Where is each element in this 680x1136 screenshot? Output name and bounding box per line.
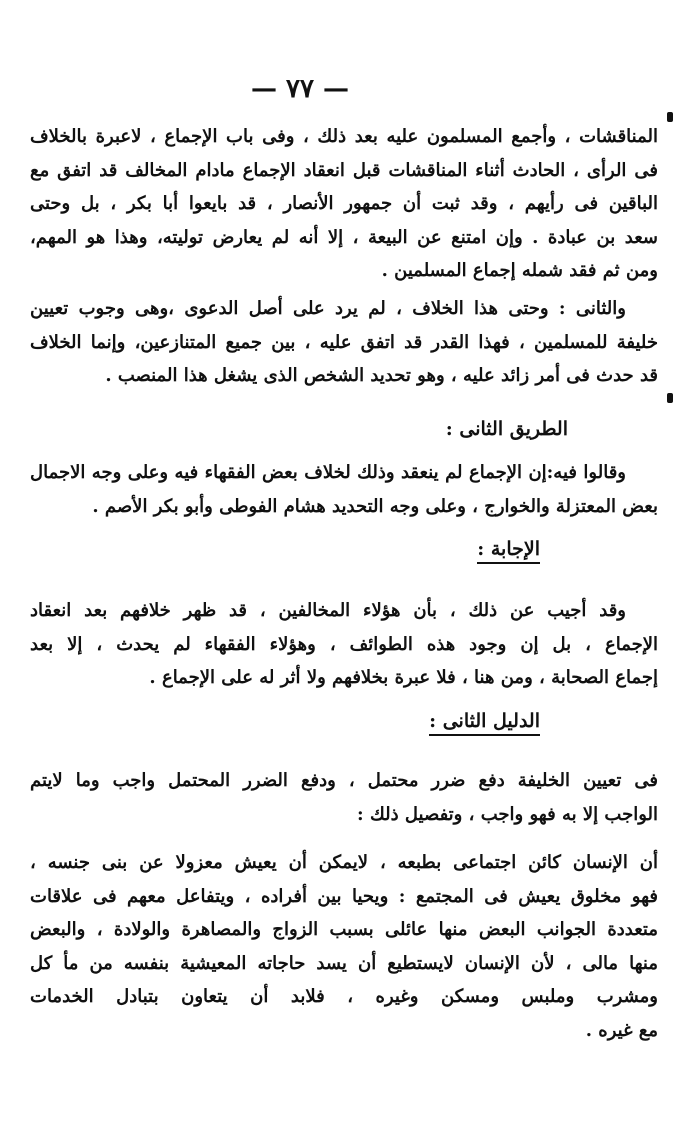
text-line: الواجب إلا به فهو واجب ، وتفصيل ذلك : bbox=[357, 803, 658, 825]
text-line: وقالوا فيه:إن الإجماع لم ينعقد وذلك لخلاف بعض الفقهاء فيه وعلى وجه الاجمال bbox=[30, 462, 626, 483]
text-line: فهو مخلوق يعيش فى المجتمع : ويحيا بين أفراده ، ويتفاعل معهم فى علاقات bbox=[30, 885, 658, 907]
text-line: سعد بن عبادة . وإن امتنع عن البيعة ، إلا أنه لم يعارض توليته، وهذا هو المهم، bbox=[30, 226, 658, 248]
text-line: فى الرأى ، الحادث أثناء المناقشات قبل انعقاد الإجماع مادام المخالف قد اتفق مع bbox=[30, 159, 658, 181]
text-line: قد حدث فى أمر زائد عليه ، وهو تحديد الشخص الذى يشغل هذا المنصب . bbox=[105, 365, 658, 386]
text-line: منها مالى ، لأن الإنسان لايستطيع أن يسد حاجاته المعيشية بنفسه من مأ كل bbox=[30, 952, 658, 974]
text-line: المناقشات ، وأجمع المسلمون عليه بعد ذلك ، وفى باب الإجماع ، لاعبرة بالخلاف bbox=[30, 126, 658, 147]
text-line: وقد أجيب عن ذلك ، بأن هؤلاء المخالفين ، قد ظهر خلافهم بعد انعقاد bbox=[30, 600, 626, 621]
paragraph-4 bbox=[30, 594, 658, 695]
text-line: الإجماع ، بل إن وجود هذه الطوائف ، وهؤلاء الفقهاء لم يحدث ، إلا بعد bbox=[30, 633, 658, 655]
text-line: ومشرب وملبس ومسكن وغيره ، فلابد أن يتعاون بتبادل الخدمات bbox=[30, 986, 658, 1007]
text-line: الباقين فى رأيهم ، وقد ثبت أن جمهور الأنصار ، قد بايعوا أبا بكر ، بل وحتى bbox=[30, 193, 658, 214]
paragraph-2 bbox=[30, 292, 658, 393]
section-heading-second-path: الطريق الثانى : bbox=[445, 418, 568, 440]
page-number: — ٧٧ — bbox=[250, 74, 350, 104]
paragraph-3 bbox=[30, 456, 658, 523]
paragraph-1 bbox=[30, 120, 658, 288]
text-line: إجماع الصحابة ، ومن هنا ، فلا عبرة بخلافهم ولا أثر له على الإجماع . bbox=[149, 667, 658, 688]
text-line: بعض المعتزلة والخوارج ، وعلى وجه التحديد هشام الفوطى وأبو بكر الأصم . bbox=[92, 495, 658, 517]
text-line: مع غيره . bbox=[585, 1019, 658, 1041]
text-line: فى تعيين الخليفة دفع ضرر محتمل ، ودفع الضرر المحتمل واجب وما لايتم bbox=[30, 770, 658, 791]
text-line: أن الإنسان كائن اجتماعى بطبعه ، لايمكن أن يعيش معزولا عن بنى جنسه ، bbox=[30, 852, 658, 873]
text-line: ومن ثم فقد شمله إجماع المسلمين . bbox=[381, 260, 658, 281]
section-heading-second-proof: الدليل الثانى : bbox=[429, 710, 540, 736]
section-heading-answer: الإجابة : bbox=[477, 538, 540, 564]
text-line: متعددة الجوانب البعض منها عائلى بسبب الزواج والمصاهرة والولادة ، والبعض bbox=[30, 919, 658, 940]
text-line: خليفة للمسلمين ، فهذا القدر قد اتفق عليه ، بين جميع المتنازعين، وإنما الخلاف bbox=[30, 331, 658, 353]
margin-mark-middle bbox=[667, 393, 673, 403]
text-line: والثانى : وحتى هذا الخلاف ، لم يرد على أصل الدعوى ،وهى وجوب تعيين bbox=[30, 298, 626, 319]
margin-mark-top bbox=[667, 112, 673, 122]
paragraph-5 bbox=[30, 764, 658, 831]
paragraph-6 bbox=[30, 846, 658, 1047]
